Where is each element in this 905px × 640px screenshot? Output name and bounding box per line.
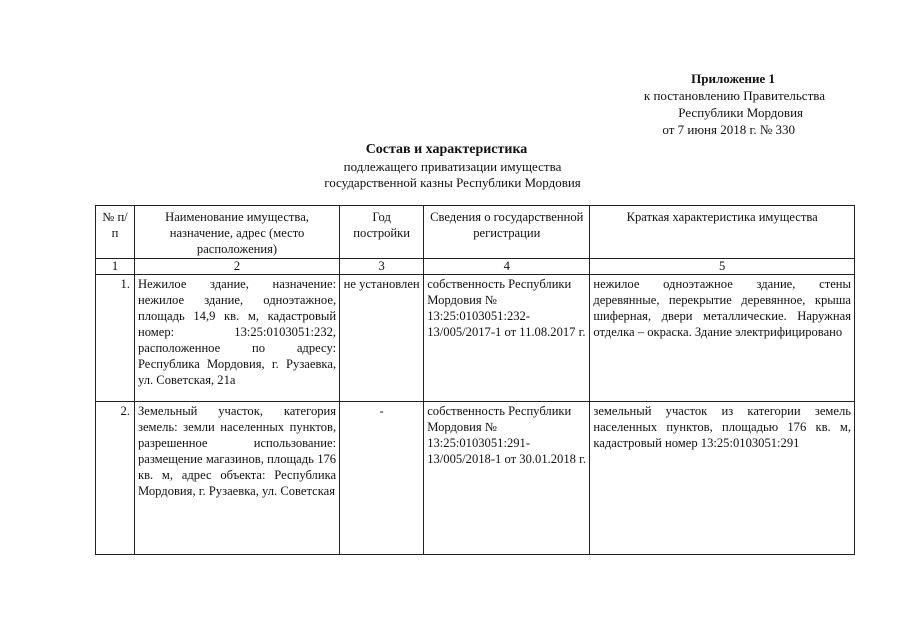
appendix-title: Приложение 1	[691, 71, 775, 86]
document-subtitle-2: государственной казны Республики Мордовия	[324, 175, 581, 190]
table-header-row	[96, 206, 855, 259]
appendix-line-1: к постановлению Правительства	[643, 88, 825, 103]
table-row	[96, 275, 855, 402]
header-year: Год постройки	[340, 206, 424, 259]
column-number: 2	[134, 259, 339, 275]
header-name: Наименование имущества, назначение, адрес (место расположения)	[134, 206, 339, 259]
column-number: 5	[590, 259, 855, 275]
header-description: Краткая характеристика имущества	[590, 206, 855, 259]
column-number-row	[96, 259, 855, 275]
row-name: Нежилое здание, назначение: нежилое здание, одноэтажное, площадь 14,9 кв. м, кадастровый номер: 13:25:0103051:232, расположенное по адресу: Республика Мордовия, г. Рузаевка, ул. Советская, 21а	[134, 275, 339, 402]
row-description: земельный участок из категории земель населенных пунктов, площадью 176 кв. м, кадастровый номер 13:25:0103051:291	[590, 402, 855, 555]
column-number: 3	[340, 259, 424, 275]
table-row	[96, 402, 855, 555]
row-number: 2.	[96, 402, 135, 555]
row-registration: собственность Республики Мордовия № 13:25:0103051:232-13/005/2017-1 от 11.08.2017 г.	[424, 275, 590, 402]
column-number: 1	[96, 259, 135, 275]
row-description: нежилое одноэтажное здание, стены деревянные, перекрытие деревянное, крыша шиферная, двери металлические. Наружная отделка – окраска. Здание электрифицировано	[590, 275, 855, 402]
document-subtitle-1: подлежащего приватизации имущества	[343, 159, 562, 174]
header-num: № п/п	[96, 206, 135, 259]
property-table	[95, 205, 855, 555]
column-number: 4	[424, 259, 590, 275]
document-title: Состав и характеристика	[365, 142, 528, 157]
row-name: Земельный участок, категория земель: земли населенных пунктов, разрешенное использование: размещение магазинов, площадь 176 кв. м, адрес объекта: Республика Мордовия, г. Рузаевка, ул. Советская	[134, 402, 339, 555]
appendix-line-2: Республики Мордовия	[678, 105, 803, 120]
row-year: не установлен	[340, 275, 424, 402]
row-number: 1.	[96, 275, 135, 402]
row-registration: собственность Республики Мордовия № 13:25:0103051:291-13/005/2018-1 от 30.01.2018 г.	[424, 402, 590, 555]
row-year: -	[340, 402, 424, 555]
header-registration: Сведения о государственной регистрации	[424, 206, 590, 259]
appendix-line-3: от 7 июня 2018 г. № 330	[662, 122, 795, 137]
